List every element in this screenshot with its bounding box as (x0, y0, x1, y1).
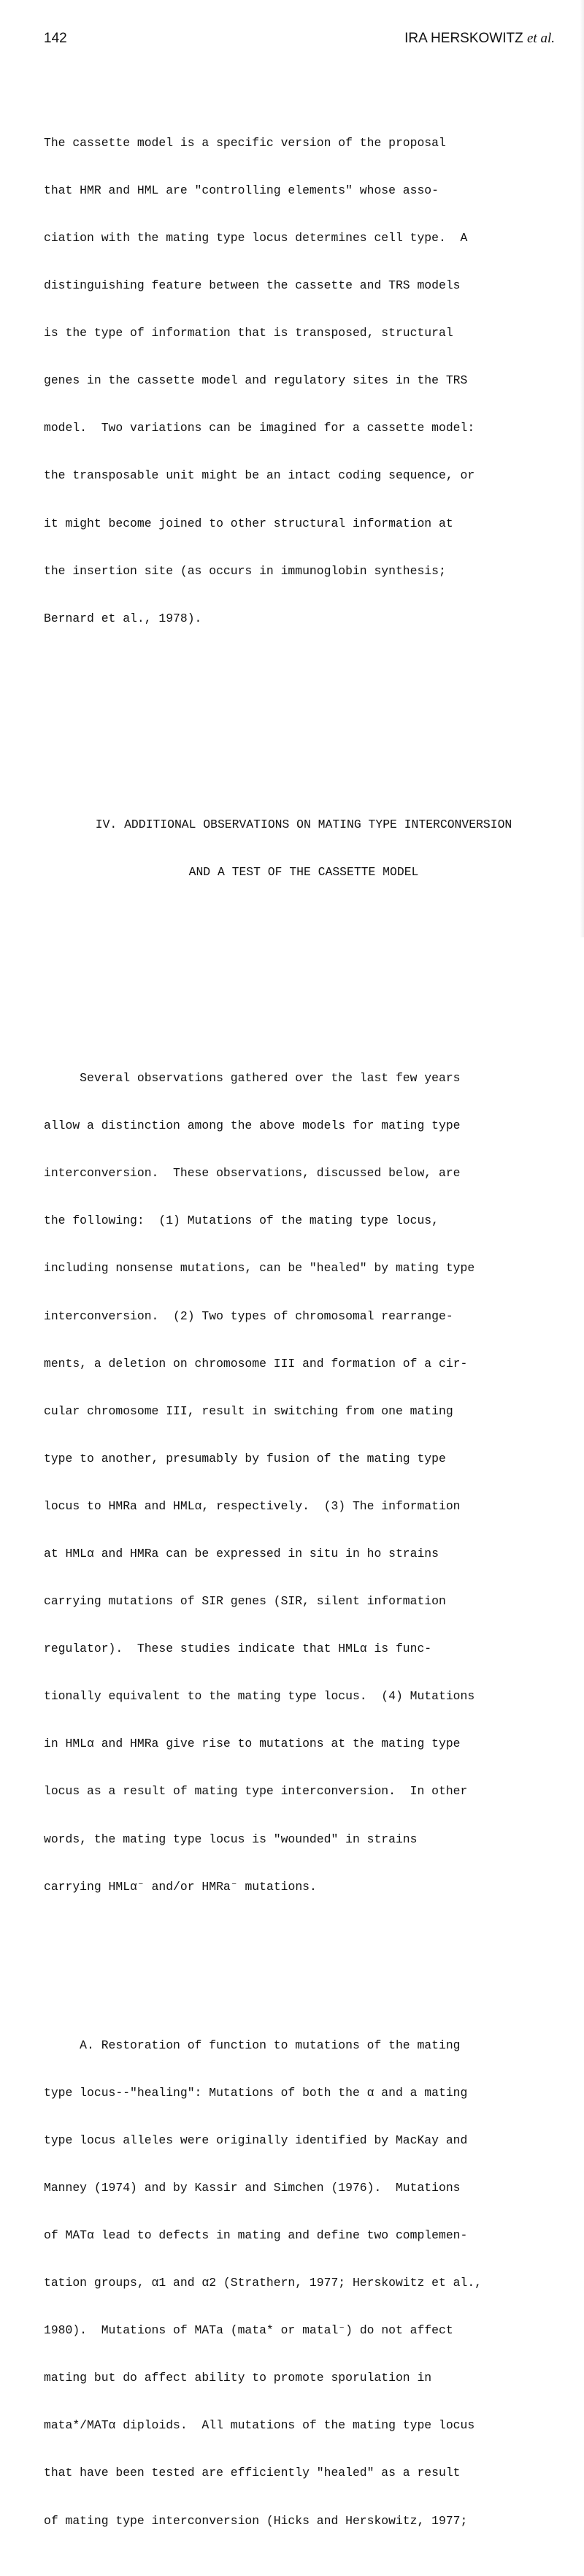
text-line: model. Two variations can be imagined for a cassette model: (44, 421, 475, 435)
blank-line (44, 943, 564, 959)
paragraph-observations (44, 1039, 564, 1927)
text-line: at HMLα and HMRa can be expressed in situ in ho strains (44, 1546, 439, 1561)
text-line: that HMR and HML are "controlling elements" whose asso- (44, 183, 439, 197)
text-line: carrying HMLα⁻ and/or HMRa⁻ mutations. (44, 1879, 317, 1894)
paragraph-cassette-model (44, 103, 564, 658)
blank-line (44, 1958, 564, 1974)
text-line: it might become joined to other structural information at (44, 516, 453, 530)
text-line: Manney (1974) and by Kassir and Simchen (1976). Mutations (44, 2180, 461, 2195)
section-heading (44, 785, 564, 912)
running-head-author: IRA HERSKOWITZ (404, 31, 523, 46)
section-heading-line-2: AND A TEST OF THE CASSETTE MODEL (188, 864, 419, 879)
running-head (404, 31, 555, 47)
text-line: mating but do affect ability to promote sporulation in (44, 2371, 432, 2385)
text-line: Bernard et al., 1978). (44, 611, 202, 625)
text-line: of MATα lead to defects in mating and define two complemen- (44, 2228, 468, 2242)
text-line: ciation with the mating type locus determines cell type. A (44, 231, 468, 245)
text-line: locus to HMRa and HMLα, respectively. (3) The information (44, 1498, 461, 1513)
text-line: distinguishing feature between the cassette and TRS models (44, 278, 461, 293)
text-line: 1980). Mutations of MATa (mata* or matal⁻) do not affect (44, 2323, 453, 2338)
text-line: type to another, presumably by fusion of the mating type (44, 1451, 446, 1466)
text-line: the insertion site (as occurs in immunoglobin synthesis; (44, 563, 446, 578)
text-line: words, the mating type locus is "wounded" in strains (44, 1832, 418, 1846)
text-line: interconversion. These observations, discussed below, are (44, 1166, 461, 1181)
text-line: type locus--"healing": Mutations of both the α and a mating (44, 2085, 468, 2100)
blank-line (44, 737, 564, 753)
text-line: mata*/MATα diploids. All mutations of the mating type locus (44, 2418, 475, 2433)
text-line: ments, a deletion on chromosome III and formation of a cir- (44, 1356, 468, 1371)
text-line: is the type of information that is transposed, structural (44, 326, 453, 340)
page-body (44, 72, 564, 2576)
text-line: the following: (1) Mutations of the mating type locus, (44, 1213, 439, 1228)
text-line: carrying mutations of SIR genes (SIR, silent information (44, 1594, 446, 1609)
text-line: that have been tested are efficiently "healed" as a result (44, 2466, 461, 2480)
page-number: 142 (44, 31, 67, 46)
blank-line (44, 991, 564, 1007)
text-line: tionally equivalent to the mating type locus. (4) Mutations (44, 1689, 475, 1704)
text-line: locus as a result of mating type interconversion. In other (44, 1784, 468, 1799)
text-line: interconversion. (2) Two types of chromosomal rearrange- (44, 1308, 453, 1323)
text-line: Several observations gathered over the last few years (44, 1071, 461, 1086)
text-line: in HMLα and HMRa give rise to mutations at the mating type (44, 1737, 461, 1751)
text-line: type locus alleles were originally identified by MacKay and (44, 2133, 468, 2147)
text-line: allow a distinction among the above models for mating type (44, 1119, 461, 1133)
page-header (44, 28, 555, 50)
page-edge-shadow (580, 0, 584, 937)
section-heading-line-1: IV. ADDITIONAL OBSERVATIONS ON MATING TYPE INTERCONVERSION (95, 817, 512, 831)
text-line: genes in the cassette model and regulatory sites in the TRS (44, 373, 468, 388)
blank-line (44, 690, 564, 706)
text-line: the transposable unit might be an intact coding sequence, or (44, 468, 475, 483)
text-line: regulator). These studies indicate that HMLα is func- (44, 1642, 432, 1656)
text-line: including nonsense mutations, can be "healed" by mating type (44, 1261, 475, 1276)
text-line: cular chromosome III, result in switching from one mating (44, 1403, 453, 1418)
paragraph-healing (44, 2005, 564, 2560)
text-line: The cassette model is a specific version of the proposal (44, 135, 446, 150)
text-line: of mating type interconversion (Hicks and Herskowitz, 1977; (44, 2513, 468, 2528)
running-head-etal: et al. (527, 31, 555, 46)
text-line: tation groups, α1 and α2 (Strathern, 1977; Herskowitz et al., (44, 2276, 482, 2290)
text-line: A. Restoration of function to mutations of the mating (44, 2038, 461, 2052)
